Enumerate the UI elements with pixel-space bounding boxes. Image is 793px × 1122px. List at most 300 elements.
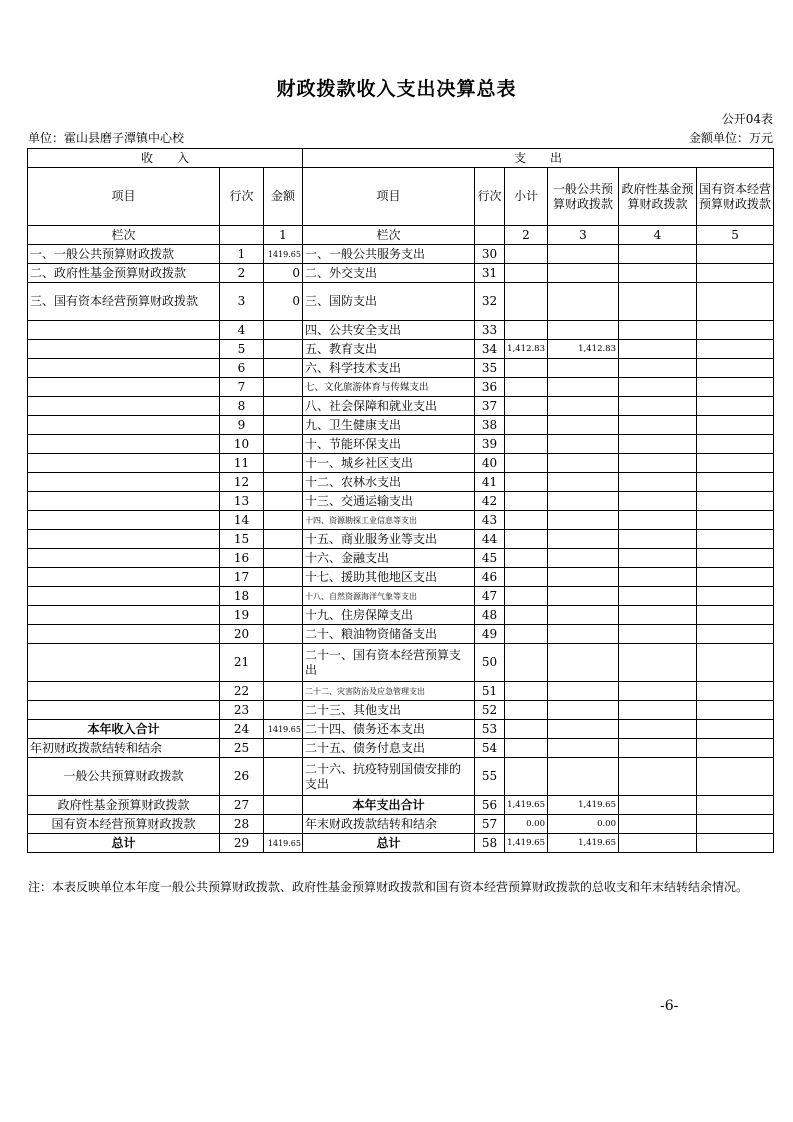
expense-state-capital-cell bbox=[697, 568, 774, 587]
expense-general-budget-cell: 1,412.83 bbox=[548, 340, 619, 359]
expense-row-no-cell: 47 bbox=[475, 587, 505, 606]
income-amount-cell bbox=[264, 511, 303, 530]
expense-fund-budget-cell bbox=[619, 606, 697, 625]
income-item-header: 项目 bbox=[28, 168, 220, 226]
expense-state-capital-cell bbox=[697, 644, 774, 682]
expense-subtotal-cell bbox=[505, 758, 548, 796]
expense-subtotal-cell: 1,419.65 bbox=[505, 796, 548, 815]
expense-state-capital-cell bbox=[697, 796, 774, 815]
expense-fund-budget-cell bbox=[619, 378, 697, 397]
expense-fund-budget-cell bbox=[619, 549, 697, 568]
income-amount-cell bbox=[264, 739, 303, 758]
income-item-cell bbox=[28, 378, 220, 397]
income-row-no-cell: 28 bbox=[220, 815, 264, 834]
expense-row-no-cell: 46 bbox=[475, 568, 505, 587]
table-row bbox=[28, 245, 774, 264]
expense-state-capital-cell bbox=[697, 321, 774, 340]
income-item-cell: 二、政府性基金预算财政拨款 bbox=[28, 264, 220, 283]
expense-item-cell: 十、节能环保支出 bbox=[303, 435, 475, 454]
expense-state-capital-cell bbox=[697, 492, 774, 511]
income-row-no-cell: 4 bbox=[220, 321, 264, 340]
expense-general-budget-cell bbox=[548, 454, 619, 473]
form-number: 公开04表 bbox=[721, 112, 773, 126]
expense-item-cell: 十五、商业服务业等支出 bbox=[303, 530, 475, 549]
expense-subtotal-cell bbox=[505, 606, 548, 625]
expense-state-capital-cell bbox=[697, 682, 774, 701]
expense-state-capital-cell bbox=[697, 359, 774, 378]
expense-row-no-cell: 33 bbox=[475, 321, 505, 340]
income-item-cell bbox=[28, 435, 220, 454]
expense-row-no-cell: 44 bbox=[475, 530, 505, 549]
income-amount-cell: 0 bbox=[264, 264, 303, 283]
expense-fund-budget-cell bbox=[619, 321, 697, 340]
expense-subtotal-cell bbox=[505, 359, 548, 378]
expense-general-budget-cell bbox=[548, 378, 619, 397]
expense-subtotal-cell bbox=[505, 435, 548, 454]
expense-row-no-header: 行次 bbox=[475, 168, 505, 226]
expense-fund-budget-cell bbox=[619, 416, 697, 435]
expense-fund-budget-cell bbox=[619, 473, 697, 492]
income-row-no-cell: 15 bbox=[220, 530, 264, 549]
empty-cell bbox=[220, 226, 264, 245]
expense-fund-budget-cell bbox=[619, 530, 697, 549]
income-item-cell: 本年收入合计 bbox=[28, 720, 220, 739]
table-row bbox=[28, 435, 774, 454]
table-row bbox=[28, 549, 774, 568]
expense-fund-budget-cell bbox=[619, 625, 697, 644]
expense-subtotal-cell bbox=[505, 720, 548, 739]
expense-subtotal-cell bbox=[505, 492, 548, 511]
table-footnote: 注：本表反映单位本年度一般公共预算财政拨款、政府性基金预算财政拨款和国有资本经营预算财政拨款的总收支和年末结转结余情况。 bbox=[28, 880, 749, 894]
expense-item-cell: 总计 bbox=[303, 834, 475, 853]
expense-general-budget-cell bbox=[548, 625, 619, 644]
expense-fund-budget-cell bbox=[619, 264, 697, 283]
income-item-cell bbox=[28, 416, 220, 435]
expense-state-capital-cell bbox=[697, 454, 774, 473]
expense-subtotal-cell bbox=[505, 473, 548, 492]
expense-state-capital-cell bbox=[697, 758, 774, 796]
expense-general-budget-cell bbox=[548, 758, 619, 796]
expense-general-budget-cell bbox=[548, 245, 619, 264]
table-row bbox=[28, 834, 774, 853]
expense-item-cell: 十六、金融支出 bbox=[303, 549, 475, 568]
income-row-no-cell: 16 bbox=[220, 549, 264, 568]
expense-row-no-cell: 50 bbox=[475, 644, 505, 682]
income-row-no-cell: 11 bbox=[220, 454, 264, 473]
income-row-no-cell: 18 bbox=[220, 587, 264, 606]
expense-item-cell: 六、科学技术支出 bbox=[303, 359, 475, 378]
expense-row-no-cell: 40 bbox=[475, 454, 505, 473]
table-row bbox=[28, 359, 774, 378]
expense-subtotal-cell bbox=[505, 321, 548, 340]
income-row-no-cell: 1 bbox=[220, 245, 264, 264]
expense-subtotal-cell bbox=[505, 245, 548, 264]
table-row bbox=[28, 815, 774, 834]
income-row-no-cell: 2 bbox=[220, 264, 264, 283]
expense-fund-budget-cell bbox=[619, 587, 697, 606]
expense-fund-budget-cell bbox=[619, 492, 697, 511]
expense-general-budget-cell bbox=[548, 587, 619, 606]
expense-row-no-cell: 51 bbox=[475, 682, 505, 701]
expense-fund-budget-cell bbox=[619, 758, 697, 796]
income-item-cell bbox=[28, 701, 220, 720]
expense-state-capital-cell bbox=[697, 397, 774, 416]
income-row-no-cell: 3 bbox=[220, 283, 264, 321]
income-item-cell: 总计 bbox=[28, 834, 220, 853]
income-row-no-cell: 7 bbox=[220, 378, 264, 397]
income-amount-cell bbox=[264, 549, 303, 568]
expense-item-cell: 十四、资源勘探工业信息等支出 bbox=[303, 511, 475, 530]
expense-fund-budget-cell bbox=[619, 511, 697, 530]
expense-general-budget-cell bbox=[548, 416, 619, 435]
expense-item-cell: 十八、自然资源海洋气象等支出 bbox=[303, 587, 475, 606]
expense-item-cell: 十一、城乡社区支出 bbox=[303, 454, 475, 473]
expense-general-budget-cell bbox=[548, 511, 619, 530]
expense-item-header: 项目 bbox=[303, 168, 475, 226]
table-row bbox=[28, 720, 774, 739]
income-row-no-cell: 23 bbox=[220, 701, 264, 720]
income-item-cell bbox=[28, 530, 220, 549]
expense-fund-budget-cell bbox=[619, 435, 697, 454]
income-amount-cell bbox=[264, 530, 303, 549]
income-row-no-cell: 24 bbox=[220, 720, 264, 739]
money-unit: 金额单位：万元 bbox=[688, 131, 773, 145]
table-row bbox=[28, 340, 774, 359]
expense-state-capital-cell bbox=[697, 245, 774, 264]
expense-fund-budget-cell bbox=[619, 454, 697, 473]
income-amount-cell bbox=[264, 321, 303, 340]
column-index-5: 5 bbox=[697, 226, 774, 245]
expense-item-cell: 二十五、债务付息支出 bbox=[303, 739, 475, 758]
income-amount-cell bbox=[264, 397, 303, 416]
table-row bbox=[28, 625, 774, 644]
expense-subtotal-cell: 1,412.83 bbox=[505, 340, 548, 359]
table-row bbox=[28, 264, 774, 283]
expense-fund-budget-cell bbox=[619, 815, 697, 834]
income-amount-cell bbox=[264, 682, 303, 701]
subtotal-header: 小计 bbox=[505, 168, 548, 226]
table-row bbox=[28, 511, 774, 530]
income-amount-cell bbox=[264, 625, 303, 644]
expense-general-budget-cell bbox=[548, 530, 619, 549]
expense-fund-budget-cell bbox=[619, 397, 697, 416]
table-row bbox=[28, 587, 774, 606]
income-row-no-cell: 22 bbox=[220, 682, 264, 701]
income-amount-cell: 1419.65 bbox=[264, 834, 303, 853]
table-row bbox=[28, 701, 774, 720]
expense-item-cell: 十二、农林水支出 bbox=[303, 473, 475, 492]
expense-row-no-cell: 41 bbox=[475, 473, 505, 492]
page-title: 财政拨款收入支出决算总表 bbox=[276, 78, 517, 100]
income-row-no-cell: 9 bbox=[220, 416, 264, 435]
expense-state-capital-cell bbox=[697, 739, 774, 758]
expense-item-cell: 二十、粮油物资储备支出 bbox=[303, 625, 475, 644]
expense-subtotal-cell bbox=[505, 701, 548, 720]
expense-state-capital-cell bbox=[697, 283, 774, 321]
expense-item-cell: 二十二、灾害防治及应急管理支出 bbox=[303, 682, 475, 701]
expense-subtotal-cell bbox=[505, 530, 548, 549]
expense-fund-budget-cell bbox=[619, 701, 697, 720]
expense-row-no-cell: 31 bbox=[475, 264, 505, 283]
expense-subtotal-cell bbox=[505, 625, 548, 644]
income-row-no-cell: 8 bbox=[220, 397, 264, 416]
expense-item-cell: 四、公共安全支出 bbox=[303, 321, 475, 340]
expense-row-no-cell: 48 bbox=[475, 606, 505, 625]
expense-state-capital-cell bbox=[697, 606, 774, 625]
expense-fund-budget-cell bbox=[619, 834, 697, 853]
expense-general-budget-cell bbox=[548, 359, 619, 378]
expense-fund-budget-cell bbox=[619, 644, 697, 682]
table-row bbox=[28, 454, 774, 473]
table-row bbox=[28, 416, 774, 435]
expense-state-capital-cell bbox=[697, 340, 774, 359]
expense-state-capital-cell bbox=[697, 549, 774, 568]
expense-state-capital-cell bbox=[697, 435, 774, 454]
expense-subtotal-cell: 1,419.65 bbox=[505, 834, 548, 853]
expense-column-index-label: 栏次 bbox=[303, 226, 475, 245]
income-amount-cell bbox=[264, 644, 303, 682]
expense-row-no-cell: 58 bbox=[475, 834, 505, 853]
income-amount-cell bbox=[264, 454, 303, 473]
income-item-cell: 一、一般公共预算财政拨款 bbox=[28, 245, 220, 264]
expense-general-budget-cell bbox=[548, 549, 619, 568]
income-amount-cell bbox=[264, 796, 303, 815]
expense-subtotal-cell bbox=[505, 682, 548, 701]
expense-general-budget-cell bbox=[548, 473, 619, 492]
expense-row-no-cell: 34 bbox=[475, 340, 505, 359]
income-item-cell bbox=[28, 321, 220, 340]
income-item-cell bbox=[28, 606, 220, 625]
expense-state-capital-cell bbox=[697, 473, 774, 492]
income-item-cell bbox=[28, 511, 220, 530]
table-row bbox=[28, 378, 774, 397]
income-item-cell bbox=[28, 397, 220, 416]
income-row-no-cell: 10 bbox=[220, 435, 264, 454]
expense-subtotal-cell bbox=[505, 644, 548, 682]
table-row bbox=[28, 473, 774, 492]
expense-item-cell: 三、国防支出 bbox=[303, 283, 475, 321]
expense-fund-budget-cell bbox=[619, 739, 697, 758]
expense-item-cell: 十九、住房保障支出 bbox=[303, 606, 475, 625]
expense-general-budget-cell: 1,419.65 bbox=[548, 796, 619, 815]
income-amount-cell: 0 bbox=[264, 283, 303, 321]
expense-general-budget-cell bbox=[548, 720, 619, 739]
income-item-cell: 国有资本经营预算财政拨款 bbox=[28, 815, 220, 834]
income-row-no-cell: 21 bbox=[220, 644, 264, 682]
expense-row-no-cell: 56 bbox=[475, 796, 505, 815]
expense-fund-budget-cell bbox=[619, 283, 697, 321]
table-row bbox=[28, 397, 774, 416]
expense-item-cell: 本年支出合计 bbox=[303, 796, 475, 815]
income-amount-header: 金额 bbox=[264, 168, 303, 226]
column-index-3: 3 bbox=[548, 226, 619, 245]
table-row bbox=[28, 530, 774, 549]
income-row-no-cell: 5 bbox=[220, 340, 264, 359]
expense-general-budget-cell: 1,419.65 bbox=[548, 834, 619, 853]
expense-fund-budget-cell bbox=[619, 340, 697, 359]
expense-row-no-cell: 32 bbox=[475, 283, 505, 321]
income-item-cell bbox=[28, 492, 220, 511]
expense-state-capital-cell bbox=[697, 416, 774, 435]
income-amount-cell bbox=[264, 568, 303, 587]
income-row-no-header: 行次 bbox=[220, 168, 264, 226]
expense-state-capital-cell bbox=[697, 378, 774, 397]
expense-row-no-cell: 52 bbox=[475, 701, 505, 720]
expense-subtotal-cell bbox=[505, 378, 548, 397]
income-item-cell bbox=[28, 359, 220, 378]
expense-state-capital-cell bbox=[697, 511, 774, 530]
expense-item-cell: 二十四、债务还本支出 bbox=[303, 720, 475, 739]
expense-item-cell: 二十三、其他支出 bbox=[303, 701, 475, 720]
table-row bbox=[28, 568, 774, 587]
income-row-no-cell: 27 bbox=[220, 796, 264, 815]
expense-row-no-cell: 42 bbox=[475, 492, 505, 511]
table-row bbox=[28, 321, 774, 340]
expense-item-cell: 十三、交通运输支出 bbox=[303, 492, 475, 511]
table-row bbox=[28, 758, 774, 796]
expense-state-capital-cell bbox=[697, 815, 774, 834]
expense-row-no-cell: 54 bbox=[475, 739, 505, 758]
expense-general-budget-cell bbox=[548, 435, 619, 454]
income-row-no-cell: 29 bbox=[220, 834, 264, 853]
expense-subtotal-cell bbox=[505, 549, 548, 568]
expense-fund-budget-cell bbox=[619, 682, 697, 701]
expense-subtotal-cell bbox=[505, 511, 548, 530]
expense-row-no-cell: 55 bbox=[475, 758, 505, 796]
income-row-no-cell: 12 bbox=[220, 473, 264, 492]
table-row bbox=[28, 606, 774, 625]
expense-state-capital-cell bbox=[697, 701, 774, 720]
income-row-no-cell: 13 bbox=[220, 492, 264, 511]
expense-state-capital-cell bbox=[697, 834, 774, 853]
expense-general-budget-cell bbox=[548, 682, 619, 701]
expense-general-budget-cell bbox=[548, 701, 619, 720]
general-budget-header: 一般公共预算财政拨款 bbox=[548, 168, 619, 226]
income-amount-cell bbox=[264, 473, 303, 492]
expense-subtotal-cell bbox=[505, 739, 548, 758]
expense-subtotal-cell bbox=[505, 568, 548, 587]
expense-item-cell: 一、一般公共服务支出 bbox=[303, 245, 475, 264]
expense-item-cell: 七、文化旅游体育与传媒支出 bbox=[303, 378, 475, 397]
table-row bbox=[28, 739, 774, 758]
income-row-no-cell: 25 bbox=[220, 739, 264, 758]
income-amount-cell bbox=[264, 340, 303, 359]
column-index-4: 4 bbox=[619, 226, 697, 245]
expense-row-no-cell: 30 bbox=[475, 245, 505, 264]
income-amount-cell bbox=[264, 359, 303, 378]
expense-row-no-cell: 37 bbox=[475, 397, 505, 416]
expense-row-no-cell: 53 bbox=[475, 720, 505, 739]
income-column-index-label: 栏次 bbox=[28, 226, 220, 245]
expense-item-cell: 十七、援助其他地区支出 bbox=[303, 568, 475, 587]
expense-fund-budget-cell bbox=[619, 568, 697, 587]
income-item-cell bbox=[28, 340, 220, 359]
income-amount-cell bbox=[264, 701, 303, 720]
column-index-1: 1 bbox=[264, 226, 303, 245]
income-row-no-cell: 26 bbox=[220, 758, 264, 796]
fund-budget-header: 政府性基金预算财政拨款 bbox=[619, 168, 697, 226]
expense-general-budget-cell bbox=[548, 568, 619, 587]
state-capital-header: 国有资本经营预算财政拨款 bbox=[697, 168, 774, 226]
expense-item-cell: 五、教育支出 bbox=[303, 340, 475, 359]
expense-subtotal-cell bbox=[505, 587, 548, 606]
reporting-unit: 单位：霍山县磨子潭镇中心校 bbox=[28, 131, 185, 145]
expense-subtotal-cell bbox=[505, 397, 548, 416]
expense-row-no-cell: 38 bbox=[475, 416, 505, 435]
expense-fund-budget-cell bbox=[619, 245, 697, 264]
income-item-cell bbox=[28, 644, 220, 682]
expense-row-no-cell: 36 bbox=[475, 378, 505, 397]
expense-subtotal-cell bbox=[505, 264, 548, 283]
expense-row-no-cell: 49 bbox=[475, 625, 505, 644]
expense-fund-budget-cell bbox=[619, 359, 697, 378]
expense-subtotal-cell bbox=[505, 283, 548, 321]
income-row-no-cell: 17 bbox=[220, 568, 264, 587]
income-amount-cell bbox=[264, 587, 303, 606]
expense-item-cell: 二十一、国有资本经营预算支出 bbox=[303, 644, 475, 682]
expense-state-capital-cell bbox=[697, 530, 774, 549]
expense-fund-budget-cell bbox=[619, 796, 697, 815]
income-amount-cell bbox=[264, 378, 303, 397]
fiscal-summary-table bbox=[27, 148, 774, 853]
income-row-no-cell: 20 bbox=[220, 625, 264, 644]
expense-subtotal-cell: 0.00 bbox=[505, 815, 548, 834]
expense-general-budget-cell bbox=[548, 264, 619, 283]
expense-general-budget-cell: 0.00 bbox=[548, 815, 619, 834]
income-amount-cell bbox=[264, 758, 303, 796]
income-item-cell: 政府性基金预算财政拨款 bbox=[28, 796, 220, 815]
empty-cell bbox=[475, 226, 505, 245]
income-amount-cell bbox=[264, 815, 303, 834]
income-amount-cell bbox=[264, 492, 303, 511]
income-header: 收 入 bbox=[28, 149, 303, 168]
page-number: -6- bbox=[660, 998, 679, 1014]
expense-general-budget-cell bbox=[548, 606, 619, 625]
table-row bbox=[28, 492, 774, 511]
income-item-cell bbox=[28, 568, 220, 587]
expense-general-budget-cell bbox=[548, 283, 619, 321]
income-item-cell: 一般公共预算财政拨款 bbox=[28, 758, 220, 796]
expense-fund-budget-cell bbox=[619, 720, 697, 739]
expense-subtotal-cell bbox=[505, 454, 548, 473]
income-amount-cell bbox=[264, 416, 303, 435]
expense-row-no-cell: 57 bbox=[475, 815, 505, 834]
expense-state-capital-cell bbox=[697, 625, 774, 644]
expense-state-capital-cell bbox=[697, 264, 774, 283]
income-item-cell bbox=[28, 454, 220, 473]
expense-general-budget-cell bbox=[548, 644, 619, 682]
expense-row-no-cell: 45 bbox=[475, 549, 505, 568]
expense-general-budget-cell bbox=[548, 739, 619, 758]
expense-state-capital-cell bbox=[697, 720, 774, 739]
income-item-cell bbox=[28, 473, 220, 492]
income-row-no-cell: 19 bbox=[220, 606, 264, 625]
expense-item-cell: 九、卫生健康支出 bbox=[303, 416, 475, 435]
income-item-cell bbox=[28, 587, 220, 606]
income-item-cell: 三、国有资本经营预算财政拨款 bbox=[28, 283, 220, 321]
expense-general-budget-cell bbox=[548, 397, 619, 416]
income-amount-cell bbox=[264, 606, 303, 625]
expense-item-cell: 二、外交支出 bbox=[303, 264, 475, 283]
column-index-2: 2 bbox=[505, 226, 548, 245]
expense-general-budget-cell bbox=[548, 321, 619, 340]
income-amount-cell: 1419.65 bbox=[264, 720, 303, 739]
income-item-cell bbox=[28, 625, 220, 644]
income-row-no-cell: 6 bbox=[220, 359, 264, 378]
table-row bbox=[28, 283, 774, 321]
income-row-no-cell: 14 bbox=[220, 511, 264, 530]
income-item-cell bbox=[28, 549, 220, 568]
